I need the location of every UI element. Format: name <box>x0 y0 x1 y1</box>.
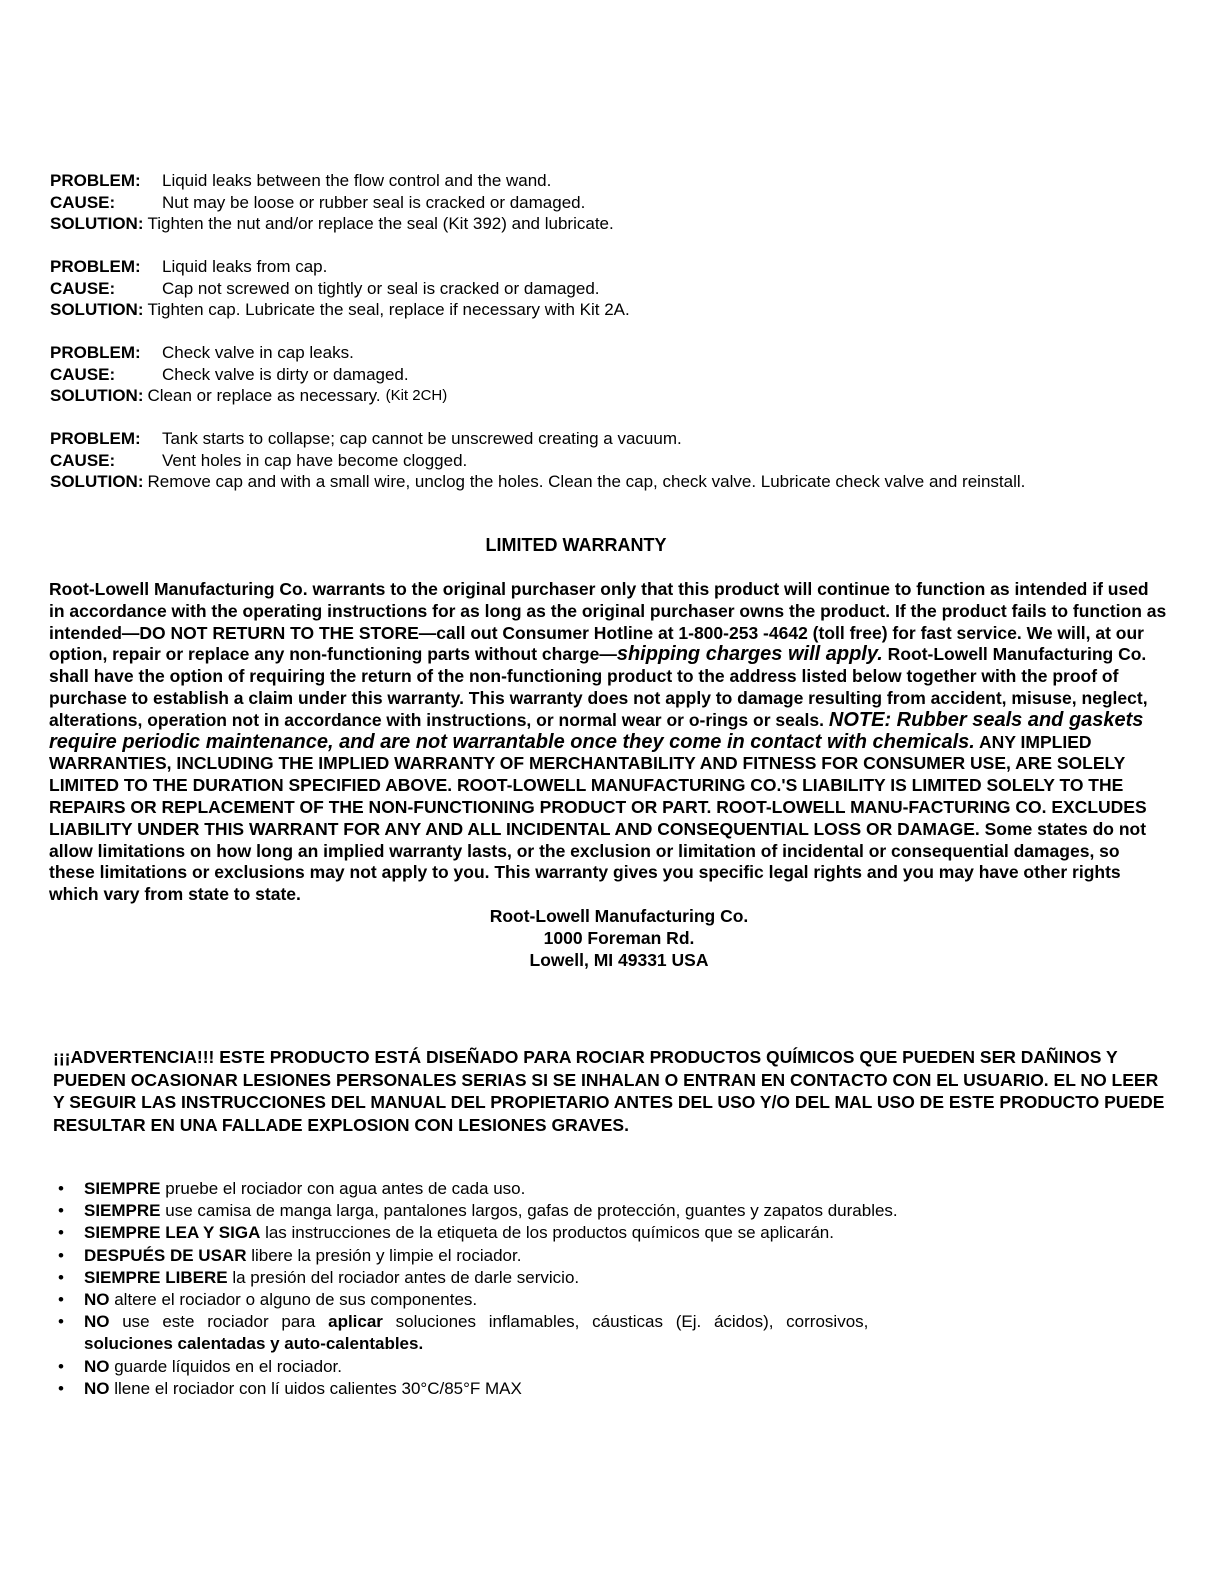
bullet-text: use este rociador para <box>109 1312 329 1332</box>
solution-label: SOLUTION: <box>50 300 144 319</box>
address-city: Lowell, MI 49331 USA <box>529 949 709 970</box>
cause-row <box>50 364 1170 386</box>
company-address <box>39 906 1199 971</box>
warranty-text-1: Root-Lowell Manufacturing Co. warrants to the original purchaser only that this product will continue to function as intended if used in accordance with the operating instructions for as long as the original purchaser owns the product. If the product fails to function as intended—DO NOT RETURN TO THE STORE—call out Consumer Hotline at 1-800-253 -4642 (toll free) for fast service. We will, at our option, repair or replace any non-functioning parts without charge— <box>49 579 1167 665</box>
list-item <box>58 1245 1168 1267</box>
cause-text: Vent holes in cap have become clogged. <box>162 450 468 470</box>
solution-row <box>50 213 1170 235</box>
problem-label: PROBLEM: <box>50 257 141 276</box>
bullet-text: altere el rociador o alguno de sus componentes. <box>109 1290 478 1310</box>
solution-text: Tighten cap. Lubricate the seal, replace if necessary with Kit 2A. <box>147 300 630 319</box>
warranty-text-2: Root-Lowell Manufacturing Co. shall have the option of requiring the return of the non-functioning product to the address listed below together with the proof of purchase to establish a claim under this warranty. This warranty does not apply to damage resulting from accident, misuse, neglect, alterations, operation not in accordance with instructions, or normal wear or o-rings or seals. <box>49 644 1148 730</box>
warranty-emphasis-note: NOTE: Rubber seals and gaskets require periodic maintenance, and are not warrantable once they come in contact with chemicals. <box>49 708 1144 753</box>
bullet-bold: SIEMPRE LEA Y SIGA <box>84 1223 261 1243</box>
solution-row <box>50 299 1170 321</box>
bullet-bold-soluciones: soluciones calentadas y auto-calentables. <box>84 1334 424 1354</box>
cause-row <box>50 450 1170 472</box>
address-company: Root-Lowell Manufacturing Co. <box>489 905 749 926</box>
problem-row <box>50 342 1170 364</box>
solution-label: SOLUTION: <box>50 386 144 405</box>
solution-text: Remove cap and with a small wire, unclog the holes. Clean the cap, check valve. Lubricate check valve and reinstall. <box>147 472 1026 491</box>
warranty-paragraph <box>49 579 1169 906</box>
bullet-bold: SIEMPRE <box>84 1201 161 1221</box>
bullet-text: use camisa de manga larga, pantalones largos, gafas de protección, guantes y zapatos durables. <box>160 1201 898 1221</box>
solution-row <box>50 385 1170 407</box>
solution-label: SOLUTION: <box>50 214 144 233</box>
cause-text: Check valve is dirty or damaged. <box>162 364 409 384</box>
solution-text: Clean or replace as necessary. <box>147 386 381 405</box>
bullet-bold: SIEMPRE LIBERE <box>84 1267 228 1287</box>
problem-text: Liquid leaks from cap. <box>162 257 328 276</box>
bullet-bold: NO <box>84 1378 110 1398</box>
problem-text: Check valve in cap leaks. <box>162 343 354 362</box>
solution-text: Tighten the nut and/or replace the seal (Kit 392) and lubricate. <box>147 214 614 233</box>
warranty-body <box>49 579 1169 971</box>
solution-label: SOLUTION: <box>50 472 144 491</box>
problem-label: PROBLEM: <box>50 171 141 190</box>
bullet-bold-aplicar: aplicar <box>328 1312 383 1332</box>
list-item <box>58 1289 1168 1311</box>
trouble-block <box>50 170 1170 235</box>
bullet-bold: NO <box>84 1290 110 1310</box>
bullet-text: pruebe el rociador con agua antes de cada uso. <box>160 1179 526 1198</box>
problem-row <box>50 428 1170 450</box>
solution-kit: (Kit 2CH) <box>385 387 448 404</box>
bullet-text: llene el rociador con lí uidos calientes 30°C/85°F MAX <box>109 1378 522 1398</box>
problem-label: PROBLEM: <box>50 343 141 362</box>
problem-row <box>50 256 1170 278</box>
warranty-text-3: ANY IMPLIED WARRANTIES, INCLUDING THE IMPLIED WARRANTY OF MERCHANTABILITY AND FITNESS FOR CONSUMER USE, ARE SOLELY LIMITED TO THE DURATION SPECIFIED ABOVE. ROOT-LOWELL MANUFACTURING CO.'S LIABILITY IS LIMITED SOLELY TO THE REPAIRS OR REPLACEMENT OF THE NON-FUNCTIONING PRODUCT OR PART. ROOT-LOWELL MANU-FACTURING CO. EXCLUDES LIABILITY UNDER THIS WARRANT FOR ANY AND ALL INCIDENTAL AND CONSEQUENTIAL LOSS OR DAMAGE. Some states do not allow limitations on how long an implied warranty lasts, or the exclusion or limitation of incidental or consequential damages, so these limitations or exclusions may not apply to you. This warranty gives you specific legal rights and you may have other rights which vary from state to state. <box>49 731 1147 905</box>
cause-label: CAUSE: <box>50 364 116 384</box>
cause-label: CAUSE: <box>50 192 116 212</box>
trouble-block <box>50 256 1170 321</box>
warranty-title: LIMITED WARRANTY <box>485 535 667 555</box>
list-item <box>58 1378 1168 1400</box>
cause-label: CAUSE: <box>50 278 116 298</box>
cause-label: CAUSE: <box>50 450 116 470</box>
trouble-block <box>50 342 1170 407</box>
cause-text: Cap not screwed on tightly or seal is cracked or damaged. <box>162 278 600 298</box>
list-item <box>58 1356 1168 1378</box>
bullet-text-continued: soluciones inflamables, cáusticas (Ej. ácidos), corrosivos, <box>382 1312 869 1332</box>
trouble-block <box>50 428 1170 493</box>
list-item <box>58 1222 1168 1244</box>
problem-row <box>50 170 1170 192</box>
solution-row <box>50 471 1170 493</box>
bullet-text: la presión del rociador antes de darle servicio. <box>227 1267 580 1287</box>
problem-text: Liquid leaks between the flow control and the wand. <box>162 171 552 190</box>
spanish-warning: ¡¡¡ADVERTENCIA!!! ESTE PRODUCTO ESTÁ DISEÑADO PARA ROCIAR PRODUCTOS QUÍMICOS QUE PUEDEN SER DAÑINOS Y PUEDEN OCASIONAR LESIONES PERSONALES SERIAS SI SE INHALAN O ENTRAN EN CONTACTO CON EL USUARIO. EL NO LEER Y SEGUIR LAS INSTRUCCIONES DEL MANUAL DEL PROPIETARIO ANTES DEL USO Y/O DEL MAL USO DE ESTE PRODUCTO PUEDE RESULTAR EN UNA FALLADE EXPLOSION CON LESIONES GRAVES. <box>53 1047 1165 1135</box>
warranty-emphasis-shipping: shipping charges will apply. <box>616 643 883 666</box>
bullet-bold: NO <box>84 1356 110 1376</box>
bullet-bold: DESPUÉS DE USAR <box>84 1245 247 1265</box>
cause-row <box>50 192 1170 214</box>
address-street: 1000 Foreman Rd. <box>543 927 695 948</box>
bullet-bold: SIEMPRE <box>84 1179 161 1198</box>
list-item <box>58 1178 1168 1200</box>
bullet-text: guarde líquidos en el rociador. <box>109 1356 342 1376</box>
bullet-text: las instrucciones de la etiqueta de los productos químicos que se aplicarán. <box>260 1223 834 1243</box>
bullet-text: libere la presión y limpie el rociador. <box>246 1245 522 1265</box>
list-item <box>58 1200 1168 1222</box>
cause-text: Nut may be loose or rubber seal is cracked or damaged. <box>162 192 586 212</box>
problem-label: PROBLEM: <box>50 429 141 448</box>
list-item <box>58 1267 1168 1289</box>
problem-text: Tank starts to collapse; cap cannot be unscrewed creating a vacuum. <box>162 429 682 448</box>
safety-bullet-list <box>58 1178 1168 1400</box>
cause-row <box>50 278 1170 300</box>
bullet-bold: NO <box>84 1312 110 1332</box>
list-item <box>58 1311 1168 1355</box>
